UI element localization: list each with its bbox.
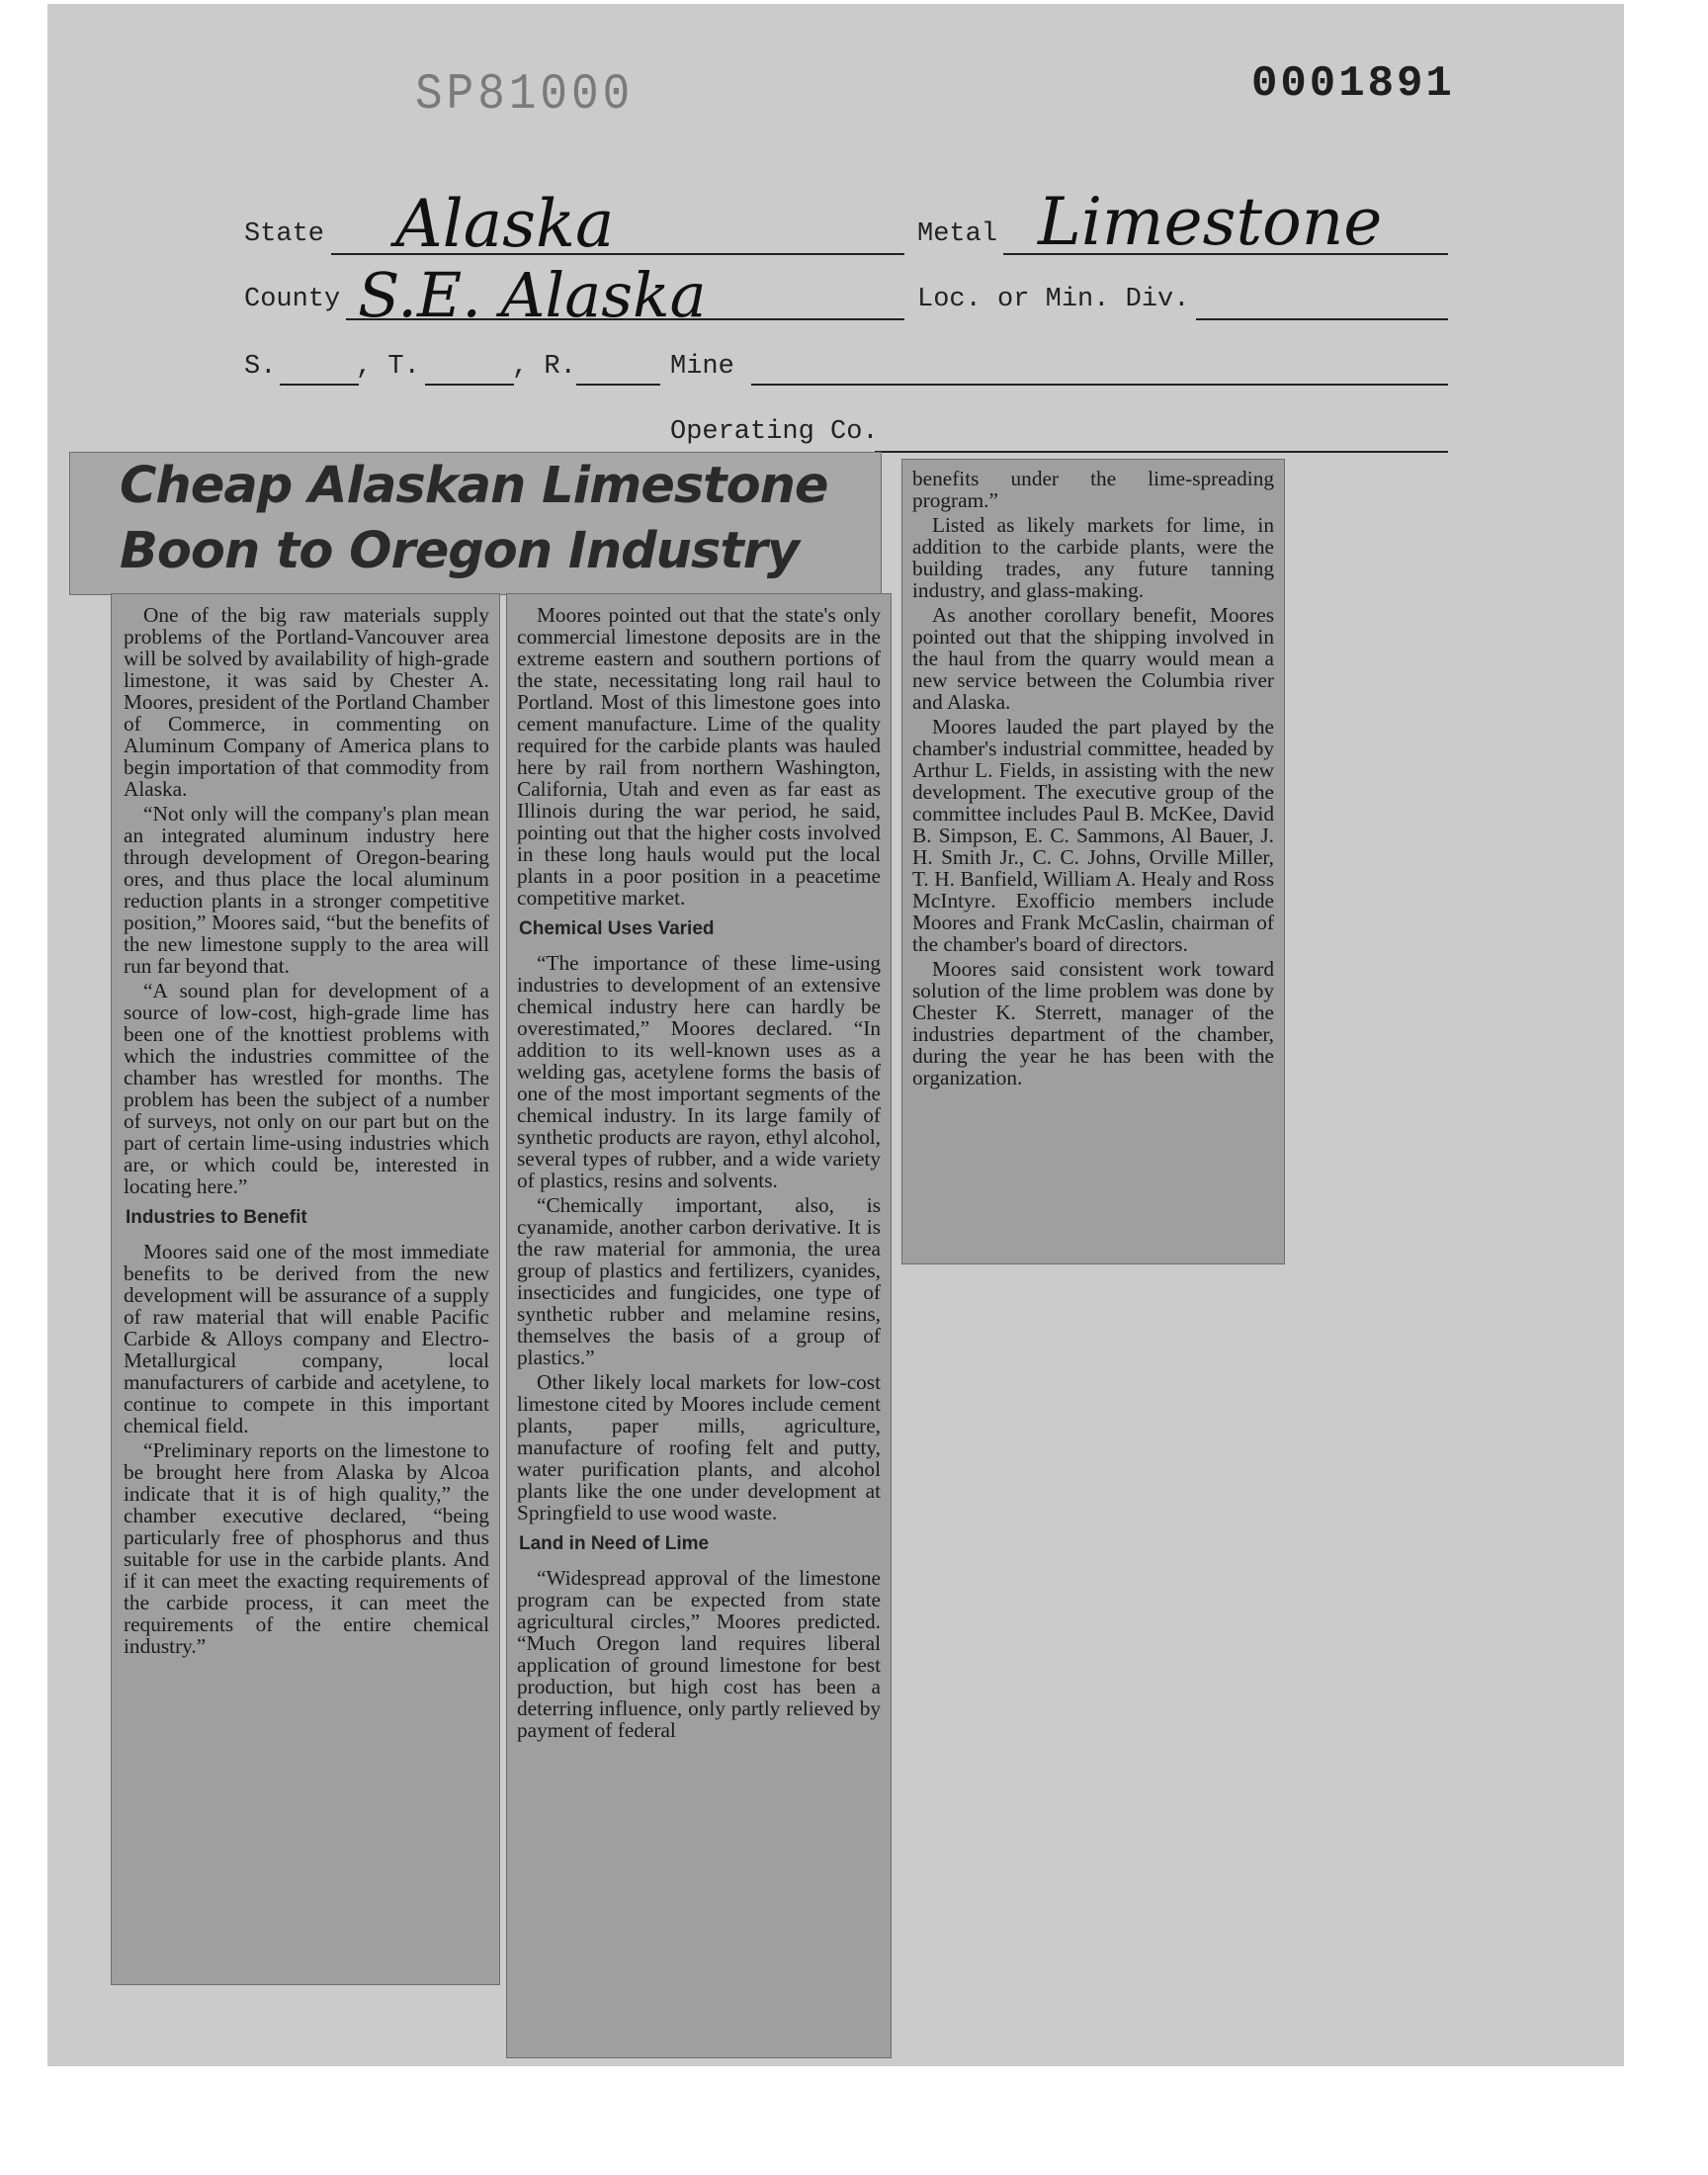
paragraph: benefits under the lime-spreading program.”	[912, 467, 1274, 512]
subheading-chemical: Chemical Uses Varied	[519, 918, 715, 939]
paragraph: One of the big raw materials supply problems of the Portland-Vancouver area will be solved by availability of high-grade limestone, it was said by Chester A. Moores, president of the Portland Chamber of Commerce, in commenting on Aluminum Company of America plans to begin importation of that commodity from Alaska.	[124, 603, 489, 801]
s-line	[280, 384, 359, 386]
operating-co-label: Operating Co.	[670, 417, 879, 447]
loc-line	[1196, 318, 1448, 320]
paragraph: Moores said consistent work toward solution of the lime problem was done by Chester K. Sterrett, manager of the industries department of the chamber, during the year he has been with the organization.	[912, 957, 1274, 1089]
article-column-2	[506, 593, 892, 2058]
county-value: S.E. Alaska	[358, 259, 707, 331]
article-column-1	[111, 593, 500, 1985]
s-label: S.	[244, 352, 277, 382]
headline-line-2: Boon to Oregon Industry	[120, 522, 800, 580]
operating-co-line	[875, 451, 1448, 453]
paragraph: “Widespread approval of the limestone program can be expected from state agricultural circles,” Moores predicted. “Much Oregon land requires liberal application of ground limestone for best production, but high cost has been a deterring influence, only partly relieved by payment of federal	[517, 1566, 881, 1742]
t-line	[425, 384, 514, 386]
paragraph: “The importance of these lime-using industries to development of an extensive chemical industry here can hardly be overestimated,” Moores declared. “In addition to its well-known uses as a welding gas, acetylene forms the basis of one of the most important segments of the chemical industry. In its large family of synthetic products are rayon, ethyl alcohol, several types of rubber, and a wide variety of plastics, resins and solvents.	[517, 951, 881, 1192]
paragraph: “Not only will the company's plan mean an integrated aluminum industry here through development of Oregon-bearing ores, and thus place the local aluminum reduction plants in a stronger competitive position,” Moores said, “but the benefits of the new limestone supply to the area will run far beyond that.	[124, 802, 489, 978]
paragraph: “A sound plan for development of a source of low-cost, high-grade lime has been one of the knottiest problems with which the industries committee of the chamber has wrestled for months. The problem has been the subject of a number of surveys, not only on our part but on the part of certain lime-using industries which are, or which could be, interested in locating here.”	[124, 979, 489, 1198]
paragraph: Moores lauded the part played by the chamber's industrial committee, headed by Arthur L. Fields, in assisting with the new development. The executive group of the committee includes Paul B. McKee, David B. Simpson, E. C. Sammons, Al Bauer, J. H. Smith Jr., C. C. Johns, Orville Miller, T. H. Banfield, William A. Healy and Ross McIntyre. Exofficio members include Moores and Frank McCaslin, chairman of the chamber's board of directors.	[912, 715, 1274, 956]
county-label: County	[244, 285, 341, 314]
paragraph: Other likely local markets for low-cost limestone cited by Moores include cement plants, paper mills, agriculture, manufacture of roofing felt and putty, water purification plants, and alcohol plants like the one under development at Springfield to use wood waste.	[517, 1370, 881, 1524]
mine-line	[751, 384, 1448, 386]
t-label: , T.	[356, 352, 420, 382]
headline-box	[69, 452, 882, 595]
headline-line-1: Cheap Alaskan Limestone	[120, 457, 828, 515]
paragraph: “Chemically important, also, is cyanamide, another carbon derivative. It is the raw material for ammonia, the urea group of plastics and fertilizers, cyanides, insecticides and fungicides, one type of synthetic rubber and melamine resins, themselves the basis of a group of plastics.”	[517, 1193, 881, 1369]
paragraph: “Preliminary reports on the limestone to be brought here from Alaska by Alcoa indicate that it is of high quality,” the chamber executive declared, “being particularly free of phosphorus and thus suitable for use in the carbide plants. And if it can meet the exacting requirements of the carbide process, it can meet the requirements of the entire chemical industry.”	[124, 1438, 489, 1658]
mine-label: Mine	[670, 352, 734, 382]
loc-label: Loc. or Min. Div.	[917, 285, 1190, 314]
metal-value: Limestone	[1038, 184, 1383, 260]
paragraph: As another corollary benefit, Moores pointed out that the shipping involved in the haul from the quarry would mean a new service between the Columbia river and Alaska.	[912, 603, 1274, 714]
state-value: Alaska	[395, 186, 615, 262]
document-number: 0001891	[1251, 59, 1455, 109]
article-column-3	[901, 459, 1285, 1264]
subheading-land: Land in Need of Lime	[519, 1533, 710, 1554]
file-stamp: SP81000	[415, 66, 635, 124]
r-line	[576, 384, 660, 386]
metal-label: Metal	[917, 219, 998, 249]
paragraph: Moores pointed out that the state's only commercial limestone deposits are in the extreme eastern and southern portions of the state, necessitating long rail haul to Portland. Most of this limestone goes into cement manufacture. Lime of the quality required for the carbide plants was hauled here by rail from northern Washington, California, Utah and even as far east as Illinois during the war period, he said, pointing out that the higher costs involved in these long hauls would put the local plants in a poor position in a peacetime competitive market.	[517, 603, 881, 910]
r-label: , R.	[512, 352, 576, 382]
subheading-industries: Industries to Benefit	[126, 1207, 307, 1228]
paragraph: Moores said one of the most immediate benefits to be derived from the new development will be assurance of a supply of raw material that will enable Pacific Carbide & Alloys company and Electro-Metallurgical company, local manufacturers of carbide and acetylene, to continue to compete in this important chemical field.	[124, 1240, 489, 1437]
paragraph: Listed as likely markets for lime, in addition to the carbide plants, were the building trades, any future tanning industry, and glass-making.	[912, 513, 1274, 602]
state-label: State	[244, 219, 325, 249]
